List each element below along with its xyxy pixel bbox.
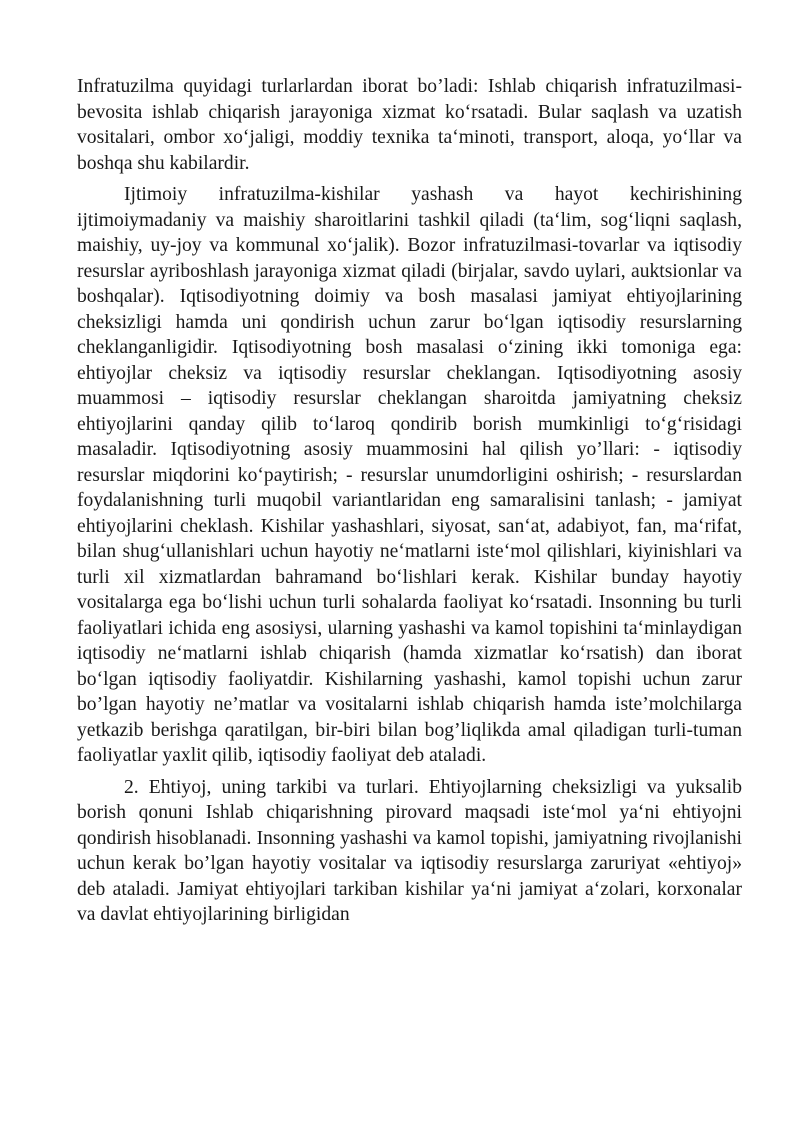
paragraph-infrastructure-types: Infratuzilma quyidagi turlarlardan iborat bo’ladi: Ishlab chiqarish infratuzilmasi-bevosita ishlab chiqarish jarayoniga xizmat ko‘rsatadi. Bular saqlash va uzatish vositalari, ombor xo‘jaligi, moddiy texnika ta‘minoti, transport, aloqa, yo‘llar va boshqa shu kabilardir.	[77, 76, 742, 174]
body-text	[77, 74, 742, 934]
paragraph-social-infrastructure: Ijtimoiy infratuzilma-kishilar yashash va hayot kechirishining ijtimoiymadaniy va maishiy sharoitlarini tashkil qiladi (ta‘lim, sog‘liqni saqlash, maishiy, uy-joy va kommunal xo‘jalik). Bozor infratuzilmasi-tovarlar va iqtisodiy resurslar ayriboshlash jarayoniga xizmat qiladi (birjalar, savdo uylari, auktsionlar va boshqalar). Iqtisodiyotning doimiy va bosh masalasi jamiyat ehtiyojlarining cheksizligi hamda uni qondirish uchun zarur bo‘lgan iqtisodiy resurslarning cheklanganligidir. Iqtisodiyotning bosh masalasi o‘zining ikki tomoniga ega: ehtiyojlar cheksiz va iqtisodiy resurslar cheklangan. Iqtisodiyotning asosiy muammosi – iqtisodiy resurslar cheklangan sharoitda jamiyatning cheksiz ehtiyojlarini qanday qilib to‘laroq qondirib borish mumkinligi to‘g‘risidagi masaladir. Iqtisodiyotning asosiy muammosini hal qilish yo’llari: - iqtisodiy resurslar miqdorini ko‘paytirish; - resurslar unumdorligini oshirish; - resurslardan foydalanishning turli muqobil variantlaridan eng samaralisini tanlash; - jamiyat ehtiyojlarini cheklash. Kishilar yashashlari, siyosat, san‘at, adabiyot, fan, ma‘rifat, bilan shug‘ullanishlari uchun hayotiy ne‘matlarni iste‘mol qilishlari, kiyinishlari va turli xil xizmatlardan bahramand bo‘lishlari kerak. Kishilar bunday hayotiy vositalarga ega bo‘lishi uchun turli sohalarda faoliyat ko‘rsatadi. Insonning bu turli faoliyatlari ichida eng asosiysi, ularning yashashi va kamol topishini ta‘minlaydigan iqtisodiy ne‘matlarni ishlab chiqarish (hamda xizmatlar ko‘rsatish) dan iborat bo‘lgan iqtisodiy faoliyatdir. Kishilarning yashashi, kamol topishi uchun zarur bo’lgan hayotiy ne’matlar va vositalarni ishlab chiqarish hamda iste’molchilarga yetkazib berishga qaratilgan, bir-biri bilan bog’liqlikda amal qiladigan turli-tuman faoliyatlar yaxlit qilib, iqtisodiy faoliyat deb ataladi.	[77, 184, 742, 766]
paragraph-needs-section: 2. Ehtiyoj, uning tarkibi va turlari. Ehtiyojlarning cheksizligi va yuksalib borish qonuni Ishlab chiqarishning pirovard maqsadi iste‘mol ya‘ni ehtiyojni qondirish hisoblanadi. Insonning yashashi va kamol topishi, jamiyatning rivojlanishi uchun kerak bo’lgan hayotiy vositalar va iqtisodiy resurslarga zaruriyat «ehtiyoj» deb ataladi. Jamiyat ehtiyojlari tarkiban kishilar ya‘ni jamiyat a‘zolari, korxonalar va davlat ehtiyojlarining birligidan	[77, 776, 742, 925]
